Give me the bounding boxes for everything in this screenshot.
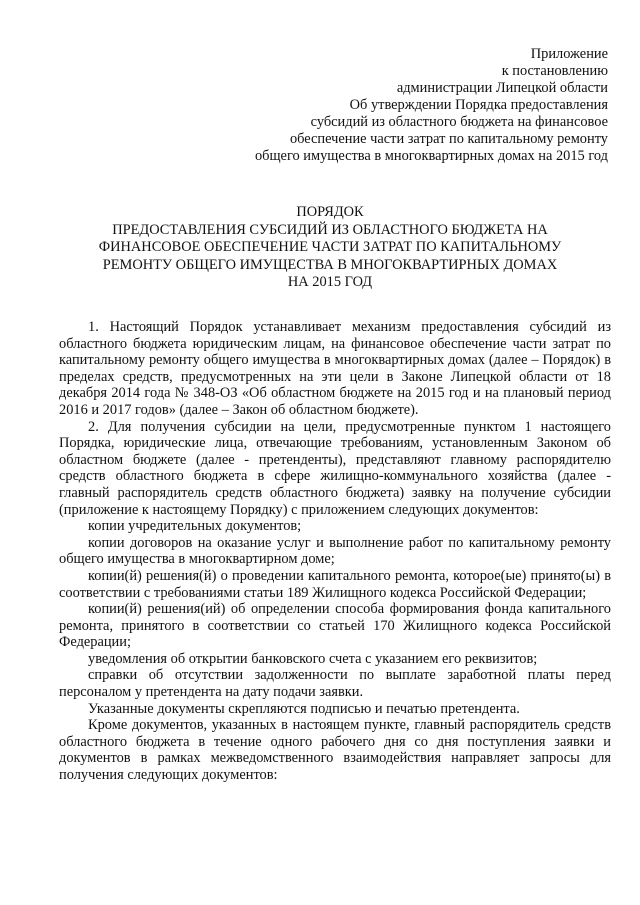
title-line: ПРЕДОСТАВЛЕНИЯ СУБСИДИЙ ИЗ ОБЛАСТНОГО БЮДЖЕТА НА [112,221,548,238]
title-line: ФИНАНСОВОЕ ОБЕСПЕЧЕНИЕ ЧАСТИ ЗАТРАТ ПО КАПИТАЛЬНОМУ [98,239,562,255]
list-item: справки об отсутствии задолженности по выплате заработной платы перед персоналом у претендента на дату подачи заявки. [59,667,611,701]
list-item: уведомления об открытии банковского счета с указанием его реквизитов; [88,650,538,667]
appendix-line: Приложение [530,46,608,62]
title-line: РЕМОНТУ ОБЩЕГО ИМУЩЕСТВА В МНОГОКВАРТИРНЫХ ДОМАХ [102,256,558,273]
appendix-line: субсидий из областного бюджета на финансовое [310,114,608,130]
paragraph-2: 2. Для получения субсидии на цели, предусмотренные пунктом 1 настоящего Порядка, юридические лица, отвечающие требованиям, установленным Законом об областном бюджете (далее - претенденты), представляют главному распорядителю средств областного бюджета в сфере жилищно-коммунального хозяйства (далее - главный распорядитель средств областного бюджета) заявку на получение субсидии (приложение к настоящему Порядку) с приложением следующих документов: [59,418,611,518]
list-item: копии договоров на оказание услуг и выполнение работ по капитальному ремонту общего имущества в многоквартирном доме; [59,534,611,568]
appendix-line: администрации Липецкой области [396,80,608,96]
appendix-line: Об утверждении Порядка предоставления [349,97,608,113]
appendix-line: общего имущества в многоквартирных домах на 2015 год [254,148,608,164]
list-item: копии учредительных документов; [88,518,302,535]
document-body [59,319,611,784]
title-line: НА 2015 ГОД [287,274,373,290]
paragraph: Указанные документы скрепляются подписью и печатью претендента. [88,700,520,717]
paragraph-1: 1. Настоящий Порядок устанавливает механизм предоставления субсидий из областного бюджета юридическим лицам, на финансовое обеспечение части затрат по капитальному ремонту общего имущества в многоквартирных домах (далее – Порядок) в пределах средств, предусмотренных на эти цели в Законе Липецкой области от 18 декабря 2014 года № 348-ОЗ «Об областном бюджете на 2015 год и на плановый период 2016 и 2017 годов» (далее – Закон об областном бюджете). [59,319,611,418]
list-item: копии(й) решения(ий) об определении способа формирования фонда капитального ремонта, принятого в соответствии со статьей 170 Жилищного кодекса Российской Федерации; [59,601,611,651]
appendix-line: к постановлению [501,63,608,79]
appendix-line: обеспечение части затрат по капитальному ремонту [289,131,608,147]
list-item: копии(й) решения(й) о проведении капитального ремонта, которое(ые) принято(ы) в соответствии с требованиями статьи 189 Жилищного кодекса Российской Федерации; [59,567,611,601]
title-line: ПОРЯДОК [296,204,364,220]
appendix-header [188,46,608,165]
paragraph: Кроме документов, указанных в настоящем пункте, главный распорядитель средств областного бюджета в течение одного рабочего дня со дня поступления заявки и документов в рамках межведомственного взаимодействия направляет запросы для получения следующих документов: [59,717,611,784]
document-title [60,204,600,292]
